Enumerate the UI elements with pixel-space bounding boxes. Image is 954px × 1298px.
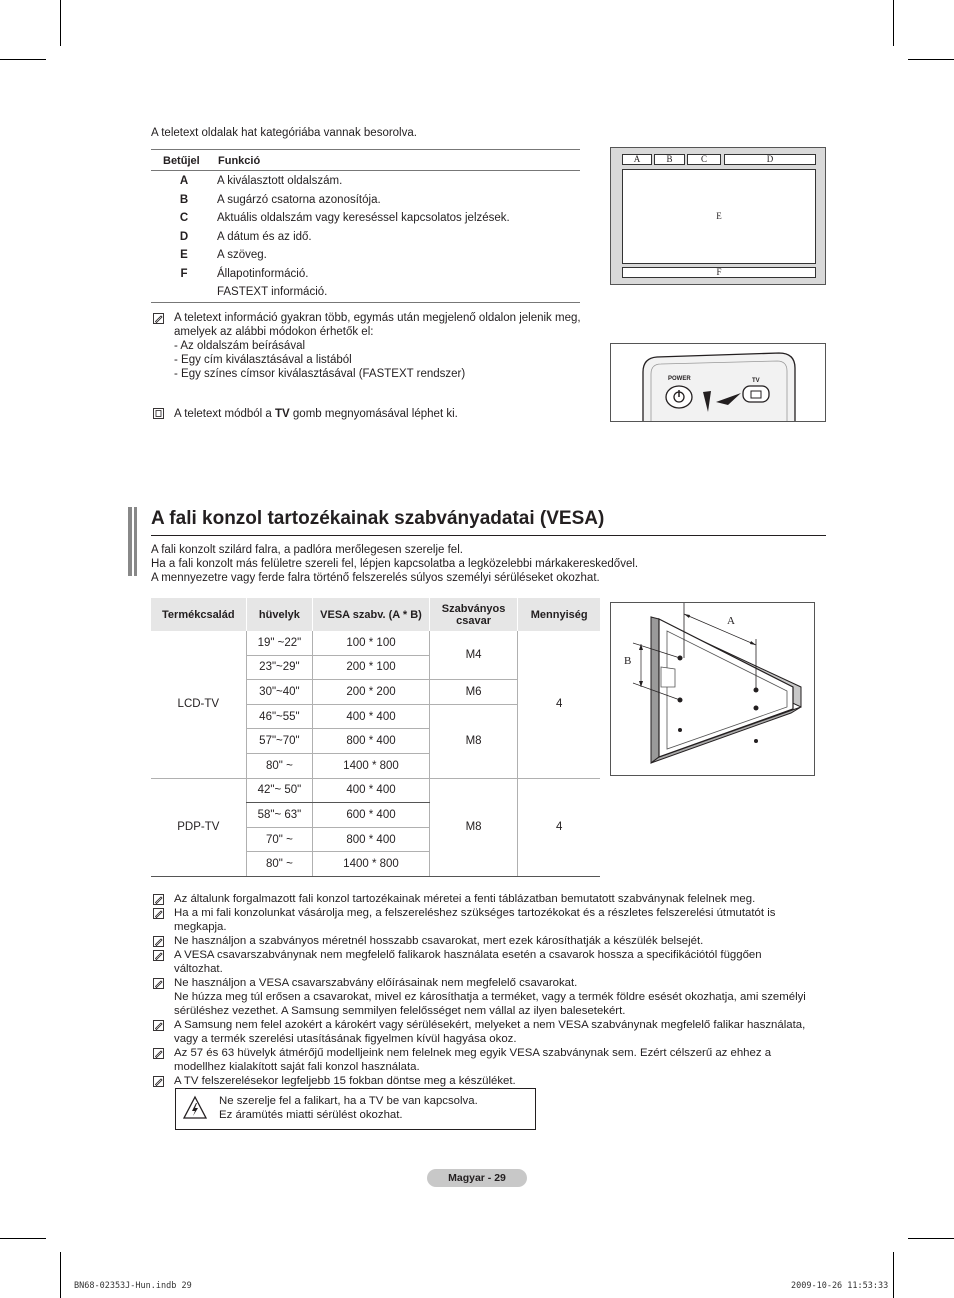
table-row: 58"~ 63" 600 * 400: [151, 803, 600, 828]
note-icon: [153, 950, 164, 961]
table-row: 80" ~ 1400 * 800: [151, 852, 600, 877]
note-icon: [153, 1076, 164, 1087]
note-icon: [153, 894, 164, 905]
dim-label-b: B: [624, 655, 632, 667]
tv-back-diagram: [610, 602, 815, 776]
table-row: F Állapotinformáció.: [180, 267, 309, 280]
remote-illustration: [610, 343, 826, 422]
note-item: Ne használjon a szabványos méretnél hosszabb csavarokat, mert ezek károsíthatják a készülék belsejét.: [151, 934, 831, 948]
note-item: Ha a mi fali konzolunkat vásárolja meg, a felszereléshez szükséges tartozékokat és a részletes felszerelési útmutatót is megkapja.: [151, 906, 831, 934]
table-row: D A dátum és az idő.: [179, 230, 312, 243]
vesa-notes: [151, 892, 831, 1088]
header-screw: Szabványos csavar: [429, 598, 518, 631]
warning-icon: [182, 1095, 208, 1121]
header-vesa: VESA szabv. (A * B): [313, 598, 430, 631]
note-item: A Samsung nem felel azokért a károkért vagy sérülésekért, melyeket a nem VESA szabványnak megfelelő falikar használata, vagy a termék szerelési utasításának figyelmen kívül hagyása okoz.: [151, 1018, 831, 1046]
section-title: A fali konzol tartozékainak szabványadatai (VESA): [151, 508, 605, 529]
table-row: A A kiválasztott oldalszám.: [179, 175, 343, 188]
col-header-function: Funkció: [218, 155, 261, 167]
family-lcd: LCD-TV: [151, 631, 246, 778]
table-row: PDP-TV 42"~ 50" 400 * 400 M8 4: [151, 778, 600, 803]
teletext-intro: A teletext oldalak hat kategóriába vannak besorolva.: [151, 127, 417, 139]
warning-text: Ne szerelje fel a falikart, ha a TV be van kapcsolva. Ez áramütés miatti sérülést okozhat.: [219, 1095, 478, 1121]
col-header-letter: Betűjel: [163, 155, 200, 167]
note-icon: [153, 1020, 164, 1031]
vesa-table: [151, 598, 600, 877]
press-icon: [153, 408, 164, 419]
note-multipage: A teletext információ gyakran több, egymás után megjelenő oldalon jelenik meg, amelyek az alábbi módokon érhetők el: - Az oldalszám beírásával - Egy cím kiválasztásával a listából - Egy színes címsor kiválasztásával (FASTEXT rendszer): [174, 312, 581, 380]
table-row: LCD-TV 19" ~22" 100 * 100 M4 4: [151, 631, 600, 655]
note-item: Az általunk forgalmazott fali konzol tartozékainak méretei a fenti táblázatban bemutatott szabványnak felelnek meg.: [151, 892, 831, 906]
note-item: Az 57 és 63 hüvelyk átmérőjű modelljeink nem felelnek meg egyik VESA szabványnak sem. Ezért célszerű az ehhez a modellhez kialakított saját fali konzol használata.: [151, 1046, 831, 1074]
table-row: C Aktuális oldalszám vagy kereséssel kapcsolatos jelzések.: [179, 212, 510, 225]
table-row: 30"~40" 200 * 200 M6: [151, 680, 600, 705]
warning-box: [175, 1088, 536, 1130]
header-family: Termékcsalád: [151, 598, 246, 631]
table-row: 23"~29" 200 * 100: [151, 655, 600, 680]
table-row: 70" ~ 800 * 400: [151, 827, 600, 852]
table-row: 46"~55" 400 * 400 M8: [151, 704, 600, 729]
footer-file: BN68-02353J-Hun.indb 29: [74, 1281, 192, 1291]
table-row: 80" ~ 1400 * 800: [151, 753, 600, 778]
table-row: FASTEXT információ.: [217, 286, 328, 299]
dim-label-a: A: [727, 615, 735, 627]
note-icon: [153, 908, 164, 919]
vesa-intro: A fali konzolt szilárd falra, a padlóra merőlegesen szerelje fel. Ha a fali konzolt más felületre szereli fel, lépjen kapcsolatba a legközelebbi márkakereskedővel. A mennyezetre vagy ferde falra történő felszerelés súlyos személyi sérüléseket okozhat.: [151, 544, 639, 584]
footer-date: 2009-10-26 11:53:33: [791, 1281, 889, 1291]
note-icon: [153, 978, 164, 989]
note-icon: [153, 313, 164, 324]
note-item: A TV felszerelésekor legfeljebb 15 fokban döntse meg a készüléket.: [151, 1074, 831, 1088]
header-qty: Mennyiség: [518, 598, 600, 631]
note-item: Ne használjon a VESA csavarszabvány előírásainak nem megfelelő csavarokat. Ne húzza meg túl erősen a csavarokat, mivel ez károsíthatja a terméket, vagy a termék földre esését okozhatja, ami személyi sérüléshez vezethet. A Samsung semmilyen felelősséget nem vállal az ilyen balesetekért.: [151, 976, 831, 1018]
teletext-screen-diagram: A B C D E F: [610, 147, 826, 285]
family-pdp: PDP-TV: [151, 778, 246, 876]
note-exit-teletext: A teletext módból a TV gomb megnyomásával léphet ki.: [174, 408, 458, 420]
power-label: POWER: [668, 376, 691, 382]
table-row: 57"~70" 800 * 400: [151, 729, 600, 754]
note-item: A VESA csavarszabványnak nem megfelelő falikarok használata esetén a csavarok hossza a specifikációtól függően változhat.: [151, 948, 831, 976]
header-inches: hüvelyk: [246, 598, 313, 631]
table-header-row: [151, 598, 600, 631]
qty-lcd: 4: [518, 631, 600, 778]
note-icon: [153, 936, 164, 947]
page-number-badge: Magyar - 29: [427, 1169, 527, 1187]
table-row: B A sugárzó csatorna azonosítója.: [179, 193, 381, 206]
tv-label: TV: [752, 378, 760, 384]
category-table: [151, 172, 580, 302]
table-row: E A szöveg.: [180, 249, 267, 262]
note-icon: [153, 1048, 164, 1059]
qty-pdp: 4: [518, 778, 600, 876]
